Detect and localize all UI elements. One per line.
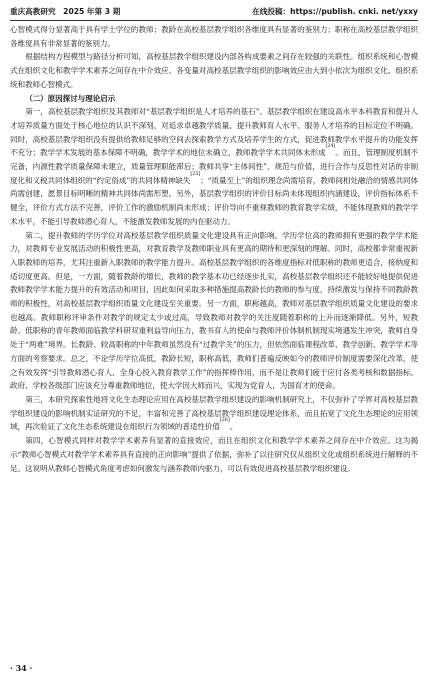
paragraph [10, 434, 418, 475]
paragraph [10, 50, 418, 91]
online-submission-link[interactable]: 在线投稿：https://publish. cnki. net/yxxy [252, 7, 418, 16]
citation-ref[interactable]: [26] [219, 417, 230, 424]
paragraph-text: 心智模式得分显著高于具有学士学位的教师；教龄在高校基层教学组织各维度具有显著的鉴别力；职称在高校基层教学组织各维度具有非常显著的鉴别力。 [10, 25, 418, 48]
paragraph-text: 根据结构方程模型与路径分析可知，高校基层教学组织建设内部各构成要素之间存在较强的关联性。组织系统和心智模式在组织文化和教学学术素养之间存在中介效应。各变量对高校基层教学组织的影响效应由大到小依次为组织文化、组织系统和教师心智模式。 [10, 52, 418, 89]
subheading-text: （二）原因探讨与理论启示 [25, 93, 116, 103]
journal-issue: 重庆高教研究 2025 年第 3 期 [10, 7, 121, 16]
paragraph-text: 。而且，管理制度机制不完备，内源性教学质量保障未建立，质量管理职能滞后；教师共享“主体间性”、规范与价值，进行合作与反思性对话的非制度化和义税共同体组织的“约定俗成”的共同体精神缺失 [10, 148, 419, 185]
paragraph [10, 393, 418, 434]
section-subheading [10, 92, 418, 106]
paragraph-text: ；“质量至上”的组织理念尚需培育，教师间相处融洽的情感共同体尚需创建，愿景目标明晰的精神共同体尚需形塑。另外，基层教学组织的评价目标尚未体现组织内涵建设，评价指标体系不健全，评价方式方法不完善，评价工作的激励机制尚未形成；评价导向不重视教师的教育教学实绩，不能体现教师的教学学术水平，不能引导教师潜心育人，不能激发教师发展的内在驱动力。 [10, 175, 419, 226]
article-body [10, 23, 418, 475]
page-number: · 34 · [10, 663, 33, 673]
citation-ref[interactable]: [25] [190, 170, 201, 177]
paragraph-text: 第三，本研究探索性地将文化生态理论应用在高校基层教学组织建设的影响机制研究上，不仅弥补了学界对高校基层教学组织建设的影响机制实证研究的不足，丰富和完善了高校基层教学组织建设理论体系，而且拓宽了文化生态理论的应用领域，再次验证了文化生态系统建设在组织行为领域的普适性价值 [10, 394, 418, 432]
paragraph [10, 105, 418, 228]
running-header [10, 5, 418, 19]
citation-ref[interactable]: [24] [325, 143, 336, 150]
paragraph [10, 229, 418, 393]
paragraph [10, 23, 418, 50]
paragraph-text: 第二，提升教师的学历学位对高校基层教学组织质量文化建设具有正向影响。学历学位高的教师拥有更强的教学学术能力，对教师专业发展活动的积极性更高，对教育教学及教师职业具有更高的期待和更深刻的理解。同时，高校都非常重视新入职教师的培养，尤其注重新入职教师的教学能力提升。高校基层教学组织的各维度指标对低职称的教师更适合，接纳度和适切度更高。但是，一方面，随着教龄的增长，教师的教学基本功已经逐步扎实，高校基层教学组织还不能较好地提供促进教师教学学术能力提升的有效活动和项目，因此如何采取多种措施提高教龄长的教师的参与度，持续激发与保持不同教龄教师的积极性，对高校基层教学组织质量文化建设至关重要。另一方面，职称越高，教师对基层教学组织质量文化建设的要求也越高。教师职称评审条件对教学的规定太少或过高，导致教师对教学的关注度随着职称的上升而逐渐降低。另外，短教龄、低职称的青年教师面临教学科研双重利益导向压力，教书育人的使命与教师评价体制机制现实境遇发生冲突，教师自身处于“两难”境界。长教龄、较高职称的中年教师虽然没有“过教学关”的压力，但依然面临课程改革、教学创新、教学学术等方面的考察要求。总之，不论学历学位高低，教龄长短，职称高低，教师们普遍反映如今的教师评价制度需要深化改革，使之有效发挥“引导教师潜心育人、全身心投入教育教学工作”的指挥棒作用，而不是让教师们疲于应付各类考核和数据指标。政府、学校各级部门应该充分尊重教师地位，使大学因大师而兴，实现为党育人，为国育才的使命。 [10, 230, 418, 391]
paragraph-text: 。 [229, 422, 238, 432]
paragraph-text: 第一，高校基层教学组织及其教师对“基层教学组织是人才培养的基石”、基层教学组织在建设高水平本科教育和提升人才培养质量方面处于核心地位的认识不深刻，对追求卓越教学质量、提升教师育人水平、服务人才培养的目标定位不明确。同时，高校基层教学组织没有提供给教师足够的空间去探索教学方式及培养学生的方式，促进教师教学水平提升的功能发挥不充分；教学学术发展的基本保障不明确，教学学术的地位未确立，教师教学学术共同体未形成 [10, 107, 418, 158]
header-rule [10, 20, 418, 21]
paragraph-text: 第四，心智模式同样对教学学术素养有显著的直接效应，而且在组织文化和教学学术素养之间存在中介效应。这为揭示“教师心智模式对教学学术素养具有直接的正向影响”提供了依据，弥补了以往研究仅从组织文化或组织系统进行解释的不足。这说明从教师心智模式角度考虑如何激发与涵养教师内驱力，可以有效促进高校基层教学组织建设。 [10, 436, 418, 473]
